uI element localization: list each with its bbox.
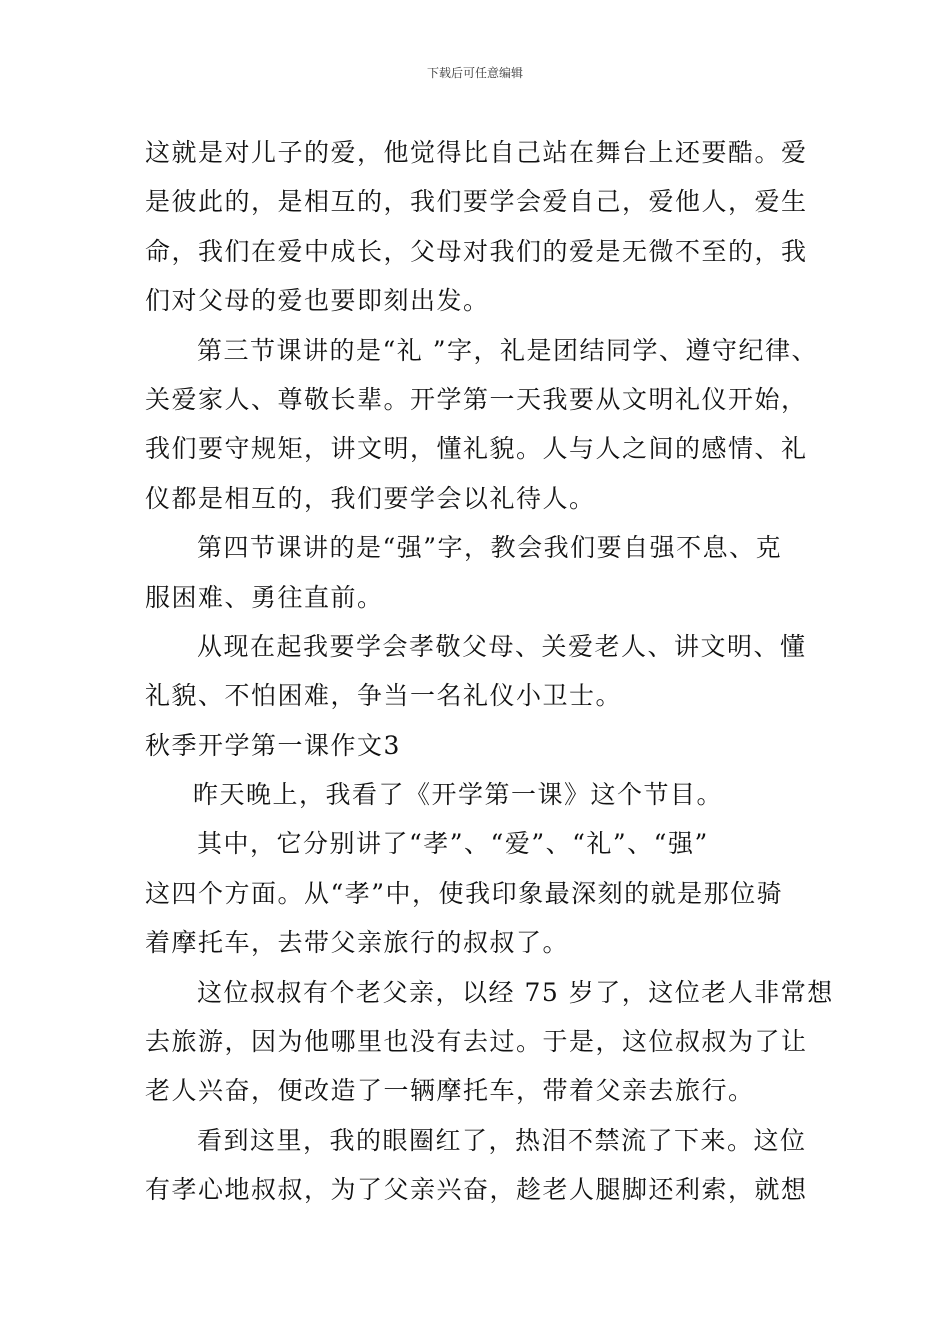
paragraph-start: 昨天晚上，我看了《开学第一课》这个节目。 (193, 780, 724, 810)
paragraph-start: 其中，它分别讲了“孝”、“爱”、“礼”、“强” (197, 829, 709, 859)
text-line: 去旅游，因为他哪里也没有去过。于是，这位叔叔为了让 (145, 1027, 808, 1057)
text-line: 是彼此的，是相互的，我们要学会爱自己，爱他人，爱生 (145, 187, 808, 217)
text-line: 老人兴奋，便改造了一辆摩托车，带着父亲去旅行。 (145, 1076, 755, 1106)
text-line: 们对父母的爱也要即刻出发。 (145, 286, 490, 316)
document-body (145, 128, 834, 1215)
text-line: 有孝心地叔叔，为了父亲兴奋，趁老人腿脚还利索，就想 (145, 1175, 808, 1205)
text-line: 服困难、勇往直前。 (145, 582, 384, 612)
paragraph-start: 第四节课讲的是“强”字，教会我们要自强不息、克 (197, 533, 783, 563)
paragraph-start: 从现在起我要学会孝敬父母、关爱老人、讲文明、懂 (197, 631, 807, 661)
text-line: 关爱家人、尊敬长辈。开学第一天我要从文明礼仪开始， (145, 384, 808, 414)
paragraph-start: 这位叔叔有个老父亲，以经 75 岁了，这位老人非常想 (197, 977, 834, 1007)
page-header: 下载后可任意编辑 (426, 66, 523, 80)
text-line: 礼貌、不怕困难，争当一名礼仪小卫士。 (145, 681, 623, 711)
paragraph-start: 第三节课讲的是“礼 ”字，礼是团结同学、遵守纪律、 (197, 335, 819, 365)
text-line: 我们要守规矩，讲文明，懂礼貌。人与人之间的感情、礼 (145, 434, 808, 464)
text-line: 命，我们在爱中成长，父母对我们的爱是无微不至的，我 (145, 236, 808, 266)
paragraph-start: 看到这里，我的眼圈红了，热泪不禁流了下来。这位 (197, 1125, 807, 1155)
text-line: 着摩托车，去带父亲旅行的叔叔了。 (145, 928, 570, 958)
text-line: 这四个方面。从“孝”中，使我印象最深刻的就是那位骑 (145, 878, 784, 908)
section-title: 秋季开学第一课作文3 (145, 730, 401, 760)
text-line: 仪都是相互的，我们要学会以礼待人。 (145, 483, 596, 513)
text-line: 这就是对儿子的爱，他觉得比自己站在舞台上还要酷。爱 (145, 138, 808, 167)
